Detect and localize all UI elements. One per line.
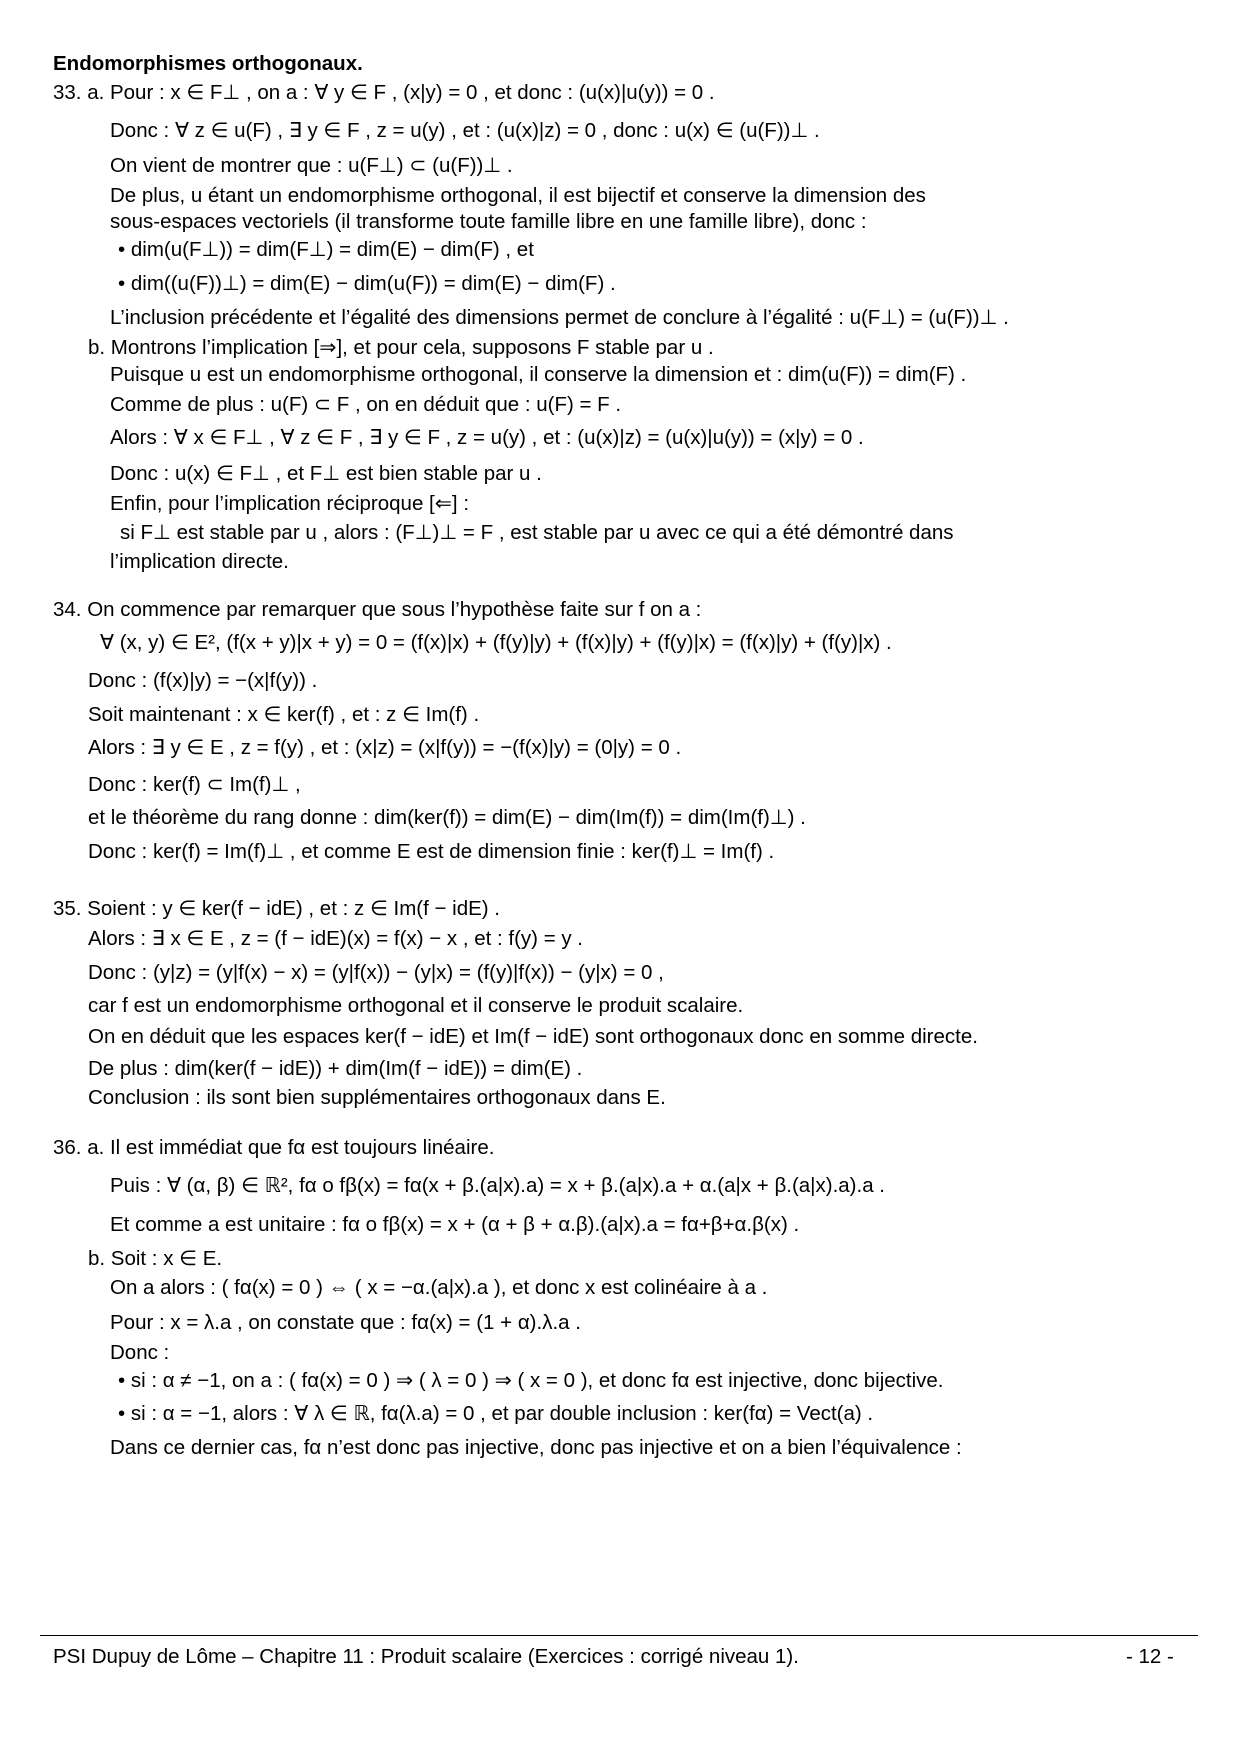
text-line: Donc : (f(x)|y) = −(x|f(y)) .: [88, 669, 318, 692]
text-line: 34. On commence par remarquer que sous l’hypothèse faite sur f on a :: [53, 598, 702, 621]
text-line: Enfin, pour l’implication réciproque [⇐] :: [110, 492, 470, 515]
text-line: On en déduit que les espaces ker(f − idE) et Im(f − idE) sont orthogonaux donc en somme directe.: [88, 1025, 978, 1048]
text-line: Alors : ∃ x ∈ E , z = (f − idE)(x) = f(x) − x , et : f(y) = y .: [88, 927, 584, 950]
text-line: • dim((u(F))⊥) = dim(E) − dim(u(F)) = dim(E) − dim(F) .: [118, 272, 616, 295]
text-line: Donc :: [110, 1341, 170, 1364]
text-line: Donc : (y|z) = (y|f(x) − x) = (y|f(x)) − (y|x) = (f(y)|f(x)) − (y|x) = 0 ,: [88, 961, 664, 984]
text-line: 35. Soient : y ∈ ker(f − idE) , et : z ∈ Im(f − idE) .: [53, 897, 500, 920]
text-line: • si : α = −1, alors : ∀ λ ∈ ℝ, fα(λ.a) = 0 , et par double inclusion : ker(fα) = Vect(a) .: [118, 1402, 874, 1425]
text-line: 33. a. Pour : x ∈ F⊥ , on a : ∀ y ∈ F , (x|y) = 0 , et donc : (u(x)|u(y)) = 0 .: [53, 81, 715, 104]
text-line: Donc : ker(f) ⊂ Im(f)⊥ ,: [88, 773, 301, 796]
text-line: Dans ce dernier cas, fα n’est donc pas injective, donc pas injective et on a bien l’équivalence :: [110, 1436, 962, 1459]
text-line: si F⊥ est stable par u , alors : (F⊥)⊥ = F , est stable par u avec ce qui a été démontré dans: [120, 521, 954, 544]
text-line: car f est un endomorphisme orthogonal et il conserve le produit scalaire.: [88, 994, 744, 1017]
text-line: Soit maintenant : x ∈ ker(f) , et : z ∈ Im(f) .: [88, 703, 480, 726]
text-line: Donc : ker(f) = Im(f)⊥ , et comme E est de dimension finie : ker(f)⊥ = Im(f) .: [88, 840, 775, 863]
text-line: l’implication directe.: [110, 550, 289, 573]
text-line: Donc : u(x) ∈ F⊥ , et F⊥ est bien stable par u .: [110, 462, 542, 485]
text-line: Donc : ∀ z ∈ u(F) , ∃ y ∈ F , z = u(y) , et : (u(x)|z) = 0 , donc : u(x) ∈ (u(F))⊥ .: [110, 119, 820, 142]
text-line: Et comme a est unitaire : fα o fβ(x) = x + (α + β + α.β).(a|x).a = fα+β+α.β(x) .: [110, 1213, 800, 1236]
text-line: sous-espaces vectoriels (il transforme toute famille libre en une famille libre), donc :: [110, 210, 867, 233]
page-number: - 12 -: [1126, 1645, 1174, 1668]
text-line: Puisque u est un endomorphisme orthogonal, il conserve la dimension et : dim(u(F)) = dim(F) .: [110, 363, 967, 386]
footer-rule: [40, 1635, 1198, 1636]
text-line: Conclusion : ils sont bien supplémentaires orthogonaux dans E.: [88, 1086, 666, 1109]
text-line: b. Montrons l’implication [⇒], et pour cela, supposons F stable par u .: [88, 336, 714, 359]
text-line: Pour : x = λ.a , on constate que : fα(x) = (1 + α).λ.a .: [110, 1311, 581, 1334]
section-title: Endomorphismes orthogonaux.: [53, 52, 363, 75]
text-line: Comme de plus : u(F) ⊂ F , on en déduit que : u(F) = F .: [110, 393, 622, 416]
text-line: b. Soit : x ∈ E.: [88, 1247, 223, 1270]
text-line: On a alors : ( fα(x) = 0 ) ⇔ ( x = −α.(a|x).a ), et donc x est colinéaire à a .: [110, 1276, 768, 1299]
text-line: et le théorème du rang donne : dim(ker(f)) = dim(E) − dim(Im(f)) = dim(Im(f)⊥) .: [88, 806, 806, 829]
text-line: Alors : ∀ x ∈ F⊥ , ∀ z ∈ F , ∃ y ∈ F , z = u(y) , et : (u(x)|z) = (u(x)|u(y)) = (x|y) = 0 .: [110, 426, 864, 449]
text-line: ∀ (x, y) ∈ E², (f(x + y)|x + y) = 0 = (f(x)|x) + (f(y)|y) + (f(x)|y) + (f(y)|x) = (f(x)|y) + (f(y)|x) .: [100, 631, 892, 654]
text-line: L’inclusion précédente et l’égalité des dimensions permet de conclure à l’égalité : u(F⊥) = (u(F))⊥ .: [110, 306, 1009, 329]
text-line: • dim(u(F⊥)) = dim(F⊥) = dim(E) − dim(F) , et: [118, 238, 534, 261]
text-line: Puis : ∀ (α, β) ∈ ℝ², fα o fβ(x) = fα(x + β.(a|x).a) = x + β.(a|x).a + α.(a|x + β.(a|x).a).a .: [110, 1174, 885, 1197]
text-line: On vient de montrer que : u(F⊥) ⊂ (u(F))⊥ .: [110, 154, 513, 177]
text-line: Alors : ∃ y ∈ E , z = f(y) , et : (x|z) = (x|f(y)) = −(f(x)|y) = (0|y) = 0 .: [88, 736, 682, 759]
text-line: De plus, u étant un endomorphisme orthogonal, il est bijectif et conserve la dimension des: [110, 184, 926, 207]
text-line: De plus : dim(ker(f − idE)) + dim(Im(f − idE)) = dim(E) .: [88, 1057, 583, 1080]
text-line: 36. a. Il est immédiat que fα est toujours linéaire.: [53, 1136, 495, 1159]
footer-left-text: PSI Dupuy de Lôme – Chapitre 11 : Produit scalaire (Exercices : corrigé niveau 1).: [53, 1645, 799, 1668]
text-line: • si : α ≠ −1, on a : ( fα(x) = 0 ) ⇒ ( λ = 0 ) ⇒ ( x = 0 ), et donc fα est injective, donc bijective.: [118, 1369, 944, 1392]
